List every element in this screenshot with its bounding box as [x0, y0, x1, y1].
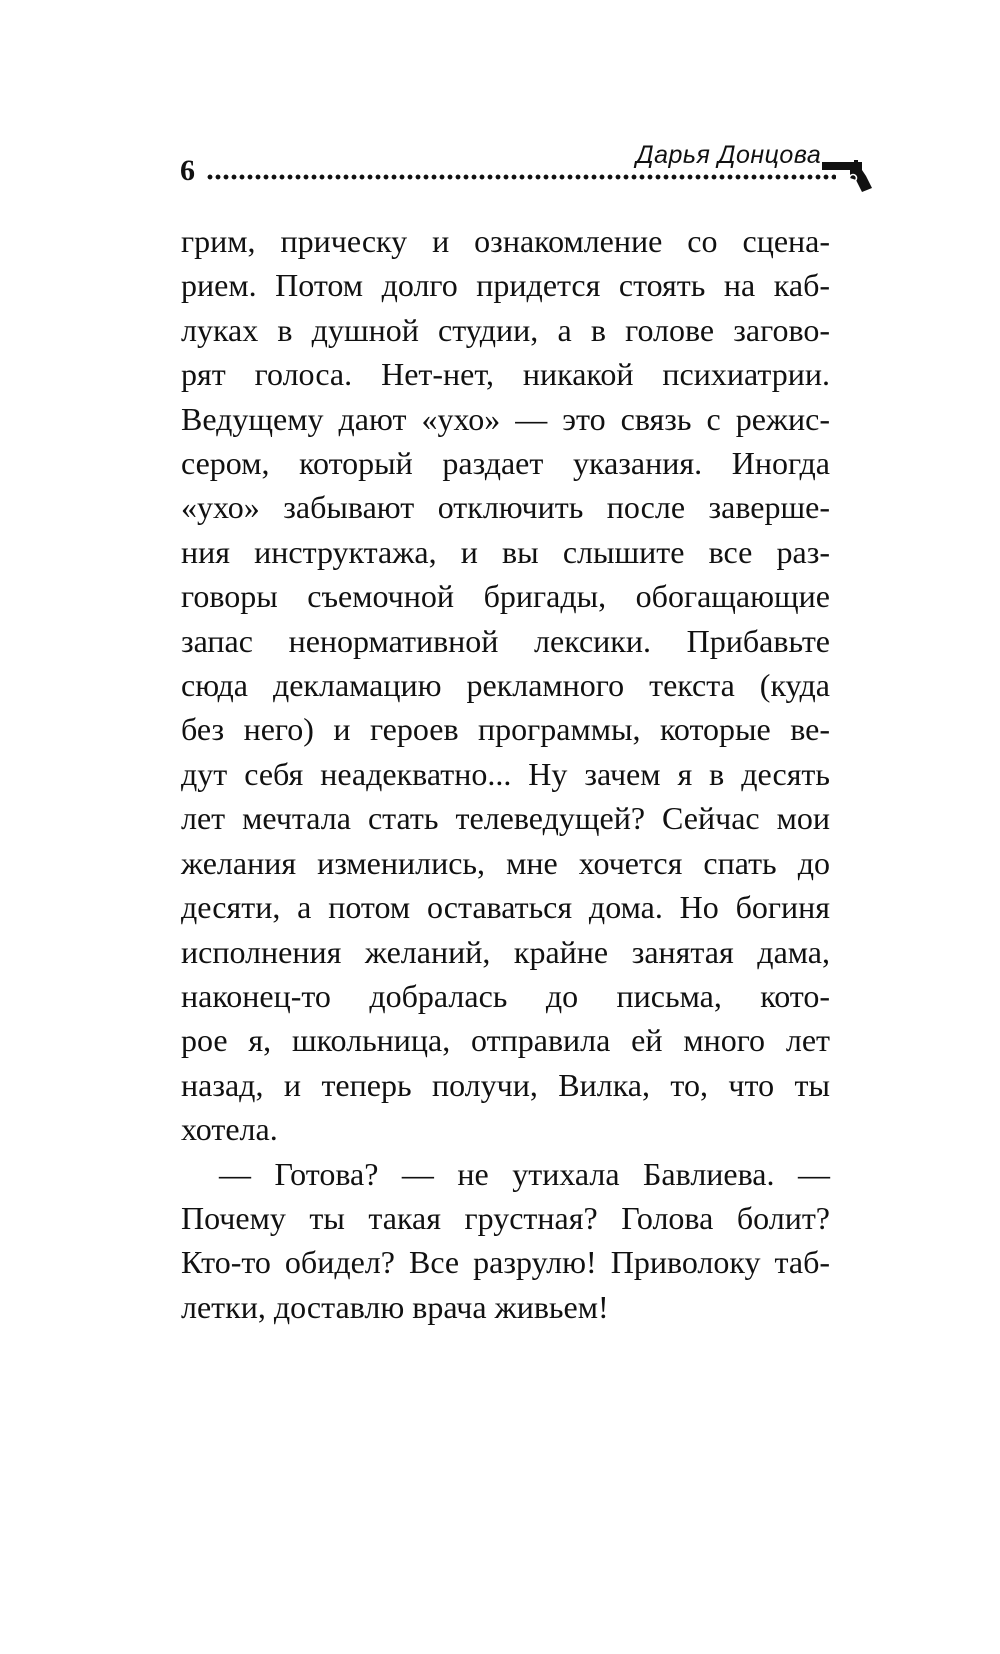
author-name: Дарья Донцова	[636, 141, 822, 169]
paragraph	[181, 1152, 830, 1330]
text-line: рят голоса. Нет-нет, никакой психиатрии.	[181, 356, 830, 393]
text-line: сюда декламацию рекламного текста (куда	[181, 667, 830, 704]
text-line: наконец-то добралась до письма, кото-	[181, 977, 830, 1014]
text-line: лет мечтала стать телеведущей? Сейчас мои	[181, 800, 830, 837]
text-line: исполнения желаний, крайне занятая дама,	[181, 933, 830, 970]
text-line: говоры съемочной бригады, обогащающие	[181, 578, 830, 615]
text-line: хотела.	[181, 1111, 278, 1148]
leader-dots	[206, 173, 836, 181]
text-line: грим, прическу и ознакомление со сцена-	[181, 223, 830, 259]
text-line: Почему ты такая грустная? Голова болит?	[181, 1199, 830, 1236]
text-line: Кто-то обидел? Все разрулю! Приволоку таб-	[181, 1244, 830, 1281]
page-number: 6	[180, 154, 195, 187]
text-line: «ухо» забывают отключить после заверше-	[181, 489, 830, 526]
paragraph	[181, 219, 830, 1152]
text-line: запас ненормативной лексики. Прибавьте	[181, 622, 830, 659]
text-line: Ведущему дают «ухо» — это связь с режис-	[181, 400, 830, 437]
text-line: назад, и теперь получи, Вилка, то, что ты	[181, 1066, 830, 1103]
text-line: желания изменились, мне хочется спать до	[181, 844, 830, 881]
running-header	[180, 140, 870, 200]
text-line: луках в душной студии, а в голове загово-	[181, 311, 830, 348]
text-line: дут себя неадекватно... Ну зачем я в десять	[181, 755, 830, 792]
text-line: десяти, а потом оставаться дома. Но богиня	[181, 889, 830, 926]
text-line: без него) и героев программы, которые ве-	[181, 711, 830, 748]
revolver-icon	[822, 158, 872, 194]
text-line: — Готова? — не утихала Бавлиева. —	[219, 1155, 830, 1192]
text-line: рое я, школьница, отправила ей много лет	[181, 1022, 830, 1059]
text-line: летки, доставлю врача живьем!	[181, 1288, 609, 1325]
text-line: ния инструктажа, и вы слышите все раз-	[181, 533, 830, 570]
book-page-text	[181, 219, 830, 1329]
text-line: сером, который раздает указания. Иногда	[181, 445, 830, 482]
text-line: рием. Потом долго придется стоять на каб-	[181, 267, 830, 304]
